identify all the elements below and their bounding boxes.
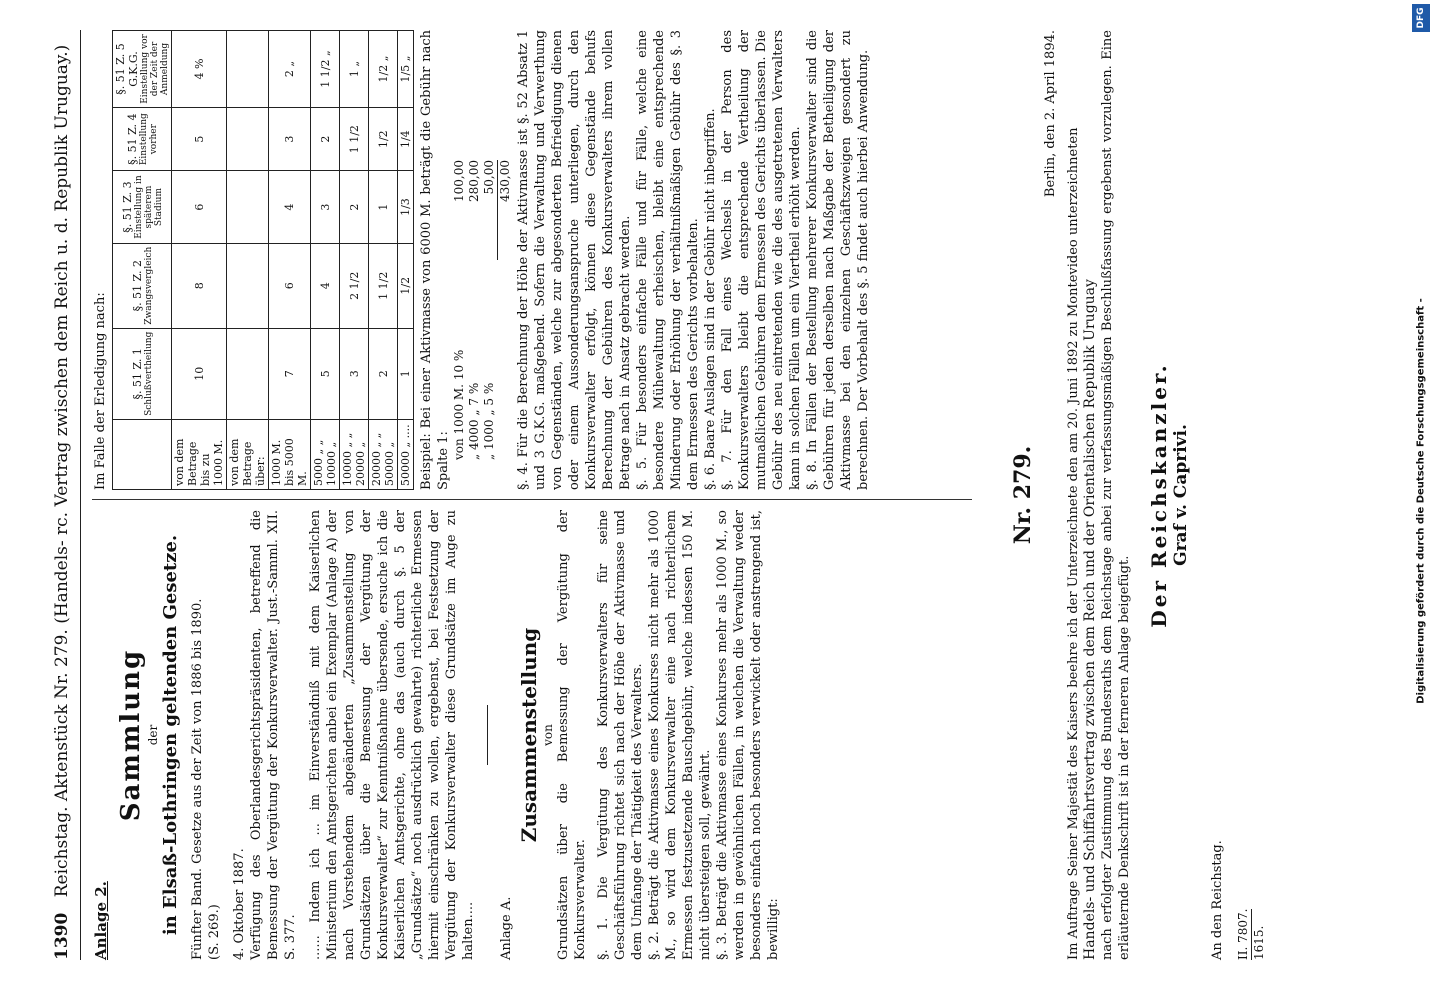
running-title: Reichstag. Aktenstück Nr. 279. (Handels- rc. Vertrag zwischen dem Reich u. d. Republik Uruguay.) xyxy=(52,44,72,898)
short-divider xyxy=(487,705,488,765)
row-label: 20000 „ „ 50000 „ xyxy=(369,419,398,489)
table-intro: Im Falle der Erledigung nach: xyxy=(93,292,108,490)
table-cell: 1 1/2 „ xyxy=(311,31,340,108)
table-cell: 7 xyxy=(269,328,311,419)
fee-table-header xyxy=(113,31,172,490)
fee-table-corner xyxy=(113,419,172,489)
column-section-ref: §. 51 Z. 3 xyxy=(120,181,134,233)
table-cell: 8 xyxy=(172,243,227,328)
column-section-ref: §. 51 Z. 4 xyxy=(125,113,139,165)
table-cell: 1 „ xyxy=(340,31,369,108)
decree-paragraph: ...... Indem ich ... im Einverständniß mit dem Kaiserlichen Ministerium den Amtsgerichten anbei ein Exemplar (Anlage A) der nach Vorstehendem abgeänderten „Zusammenstellung von Grundsätzen über die Bemessung der Vergütung der Konkursverwalter“ zur Kenntnißnahme übersende, ersuche ich die Kaiserlichen Amtsgerichte, ohne das (auch durch §. 5 der „Grundsätze“ noch ausdrücklich gewahrte) richterliche Ermessen hiermit einschränken zu wollen, ergebenst, bei Festsetzung der Vergütung der Konkursverwalter diese Grundsätze im Auge zu halten.... xyxy=(308,510,476,960)
collection-title: Sammlung xyxy=(116,648,146,822)
reference-number-1: II. 7807. xyxy=(1236,908,1250,960)
compilation-subtitle: Grundsätzen über die Bemessung der Vergütung der Konkursverwalter. xyxy=(556,510,588,960)
anlage-2-label: Anlage 2. xyxy=(92,881,110,960)
table-cell xyxy=(227,31,269,108)
row-label: von dem Betrage über: xyxy=(227,419,269,489)
column-section-ref: §. 51 Z. 2 xyxy=(130,259,144,312)
table-cell: 1 1/2 xyxy=(369,243,398,328)
fee-table xyxy=(112,30,414,490)
left-column xyxy=(92,510,782,960)
example-total: 430,00 xyxy=(497,160,513,260)
collection-der: der xyxy=(146,724,160,746)
fee-table-column-header xyxy=(113,107,172,170)
section-1: §. 1. Die Vergütung des Konkursverwalters für seine Geschäftsführung richtet sich nach der Höhe der Aktivmasse und dem Umfange der Thätigkeit des Verwalters. xyxy=(596,510,645,960)
table-cell: 1/4 xyxy=(398,107,414,170)
row-label: 50000 „ .... xyxy=(398,419,414,489)
calc-expression: „ 4000 „ 7 % xyxy=(467,382,481,460)
treaty-name: Handels- und Schiffahrtsvertrag zwischen dem Reich und der Orientalischen Republik Uruguay xyxy=(1082,279,1098,960)
column-separator xyxy=(92,499,972,500)
signer-title: Der Reichskanzler. xyxy=(1147,362,1171,628)
table-cell: 4 % xyxy=(172,31,227,108)
table-cell: 1/5 „ xyxy=(398,31,414,108)
row-label: 5000 „ „ 10000 „ xyxy=(311,419,340,489)
table-cell xyxy=(227,328,269,419)
fee-table-column-header xyxy=(113,31,172,108)
column-description: Einstellung vor der Zeit der Anmeldung xyxy=(140,34,170,104)
column-description: Zwangsvergleich xyxy=(143,246,154,325)
collection-subtitle: in Elsaß-Lothringen geltenden Gesetze. xyxy=(160,534,181,936)
table-cell: 1/2 „ xyxy=(369,31,398,108)
right-column xyxy=(92,30,872,490)
row-label: 10000 „ „ 20000 „ xyxy=(340,419,369,489)
table-row xyxy=(369,31,398,490)
addressee: An den Reichstag. xyxy=(1210,840,1225,960)
decree-title: Verfügung des Oberlandesgerichtspräsidenten, betreffend die Bemessung der Vergütung der Konkursverwalter. Just.-Samml. XII. S. 377. xyxy=(249,510,298,960)
table-row xyxy=(269,31,311,490)
nr-279-title: Nr. 279. xyxy=(1010,445,1036,545)
signer-name: Graf v. Caprivi. xyxy=(1171,424,1191,566)
section-8: §. 8. In Fällen der Bestellung mehrerer Konkursverwalter sind die Gebühren für jeden derselben nach Maßgabe der Betheiligung der Aktivmasse bei den einzelnen Geschäftszweigen gesondert zu berechnen. Der Vorbehalt des §. 5 findet auch hierbei Anwendung. xyxy=(805,30,871,490)
column-section-ref: §. 51 Z. 5 G.K.G. xyxy=(114,43,140,95)
table-cell: 3 xyxy=(311,171,340,243)
table-cell: 2 xyxy=(369,328,398,419)
calc-row xyxy=(452,160,467,460)
table-cell: 6 xyxy=(269,243,311,328)
column-description: Einstellung in späterem Stadium xyxy=(133,175,164,239)
table-cell: 1 xyxy=(398,328,414,419)
table-row xyxy=(398,31,414,490)
table-cell: 5 xyxy=(311,328,340,419)
dfg-caption xyxy=(1412,4,1430,998)
reference-number-2: 1615. xyxy=(1252,925,1266,960)
nr-279-dateline: Berlin, den 2. April 1894. xyxy=(1043,30,1058,198)
compilation-von: von xyxy=(541,724,555,746)
calc-value: 280,00 xyxy=(467,160,481,202)
table-row xyxy=(172,31,227,490)
anlage-a-label: Anlage A. xyxy=(499,896,514,960)
fee-table-column-header xyxy=(113,243,172,328)
table-cell: 4 xyxy=(311,243,340,328)
band-line: Fünfter Band. Gesetze aus der Zeit von 1886 bis 1890. xyxy=(190,598,205,960)
section-2: §. 2. Beträgt die Aktivmasse eines Konkurses nicht mehr als 1000 M., so wird dem Konkursverwalter eine nach richterlichem Ermessen festzusetzende Bauschgebühr, welche indessen 150 M. nicht übersteigen soll, gewährt. xyxy=(647,510,713,960)
compilation-title: Zusammenstellung xyxy=(517,627,541,843)
table-row xyxy=(227,31,269,490)
fee-table-column-header xyxy=(113,171,172,243)
table-cell: 2 xyxy=(311,107,340,170)
table-row xyxy=(311,31,340,490)
example-text: Beispiel: Bei einer Aktivmasse von 6000 M. beträgt die Gebühr nach Spalte 1: xyxy=(419,30,451,490)
table-cell: 5 xyxy=(172,107,227,170)
section-6: §. 6. Baare Auslagen sind in der Gebühr nicht inbegriffen. xyxy=(703,108,718,490)
nr-279-body-1: Im Auftrage Seiner Majestät des Kaisers beehre ich der Unterzeichnete den am 20. Juni 1892 zu Montevideo unterzeichneten xyxy=(1066,127,1081,960)
calc-row xyxy=(467,160,482,460)
calc-row xyxy=(482,160,497,460)
table-cell: 4 xyxy=(269,171,311,243)
table-cell: 3 xyxy=(340,328,369,419)
table-cell: 2 1/2 xyxy=(340,243,369,328)
section-5: §. 5. Für besonders einfache Fälle und für Fälle, welche eine besondere Mühewaltung erheischen, bleibt eine entsprechende Minderung oder Erhöhung der verhältnißmäßigen Gebühr des §. 3 dem Ermessen des Gerichts vorbehalten. xyxy=(635,30,701,490)
calc-expression: „ 1000 „ 5 % xyxy=(482,382,496,460)
section-4: §. 4. Für die Berechnung der Höhe der Aktivmasse ist §. 52 Absatz 1 und 3 G.K.G. maßgebend. Sofern die Verwaltung und Verwerthung von Gegenständen, welche zur abgesonderten Befriedigung dienen oder einem Aussonderungsanspruche unterliegen, durch den Konkursverwalter erfolgt, können diese Gegenstände behufs Berechnung der Gebühren des Konkursverwalters ihrem vollen Betrage nach in Ansatz gebracht werden. xyxy=(516,30,633,490)
dfg-logo-text: DFG xyxy=(1416,7,1426,29)
running-header xyxy=(52,30,72,960)
row-label: 1000 M. bis 5000 M. xyxy=(269,419,311,489)
table-row xyxy=(340,31,369,490)
column-description: Schlußvertheilung xyxy=(143,331,154,416)
band-page: (S. 269.) xyxy=(207,904,222,960)
calc-value: 50,00 xyxy=(482,160,496,195)
calc-expression: von 1000 M. 10 % xyxy=(452,349,466,460)
nr-279-body-2: nach erfolgter Zustimmung des Bundesraths dem Reichstage anbei zur verfassungsmäßigen Beschlußfassung ergebenst vorzulegen. Eine erläuternde Denkschrift ist in der ferneren Anlage beigefügt. xyxy=(1100,30,1132,960)
fee-table-column-header xyxy=(113,328,172,419)
section-3: §. 3. Beträgt die Aktivmasse eines Konkurses mehr als 1000 M., so werden in gewöhnlichen Fällen, in welchen die Verwaltung weder besonders einfach noch besonders verwickelt oder anstrengend ist, bewilligt: xyxy=(715,510,781,960)
row-label: von dem Betrage bis zu 1000 M. xyxy=(172,419,227,489)
table-cell: 1/2 xyxy=(369,107,398,170)
example-calculation xyxy=(452,160,497,460)
table-cell: 1/3 xyxy=(398,171,414,243)
table-cell: 1/2 xyxy=(398,243,414,328)
table-cell xyxy=(227,107,269,170)
column-section-ref: §. 51 Z. 1 xyxy=(130,348,144,400)
decree-date: 4. Oktober 1887. xyxy=(232,848,247,960)
column-description: Einstellung vorher xyxy=(138,113,159,166)
table-cell: 3 xyxy=(269,107,311,170)
section-7: §. 7. Für den Fall eines Wechsels in der Person des Konkursverwalters bleibt die entsprechende Vertheilung der mutmaßlichen Gebühren dem Ermessen des Gerichts überlassen. Die Gebühr des neu eintretenden wie die des ausgetretenen Verwalters kann in solchen Fällen um ein Viertheil erhöht werden. xyxy=(720,30,803,490)
table-cell: 2 xyxy=(340,171,369,243)
header-rule xyxy=(80,30,81,960)
table-cell: 1 1/2 xyxy=(340,107,369,170)
fee-table-body xyxy=(172,31,414,490)
calc-value: 100,00 xyxy=(452,160,466,202)
dfg-caption-text: Digitalisierung gefördert durch die Deutsche Forschungsgemeinschaft - xyxy=(1415,298,1427,704)
table-cell xyxy=(227,243,269,328)
table-cell: 10 xyxy=(172,328,227,419)
table-cell: 2 „ xyxy=(269,31,311,108)
table-cell xyxy=(227,171,269,243)
dfg-logo xyxy=(1412,4,1430,32)
table-cell: 6 xyxy=(172,171,227,243)
table-cell: 1 xyxy=(369,171,398,243)
nr-279-section xyxy=(1010,30,1267,960)
page-number: 1390 xyxy=(52,912,72,960)
